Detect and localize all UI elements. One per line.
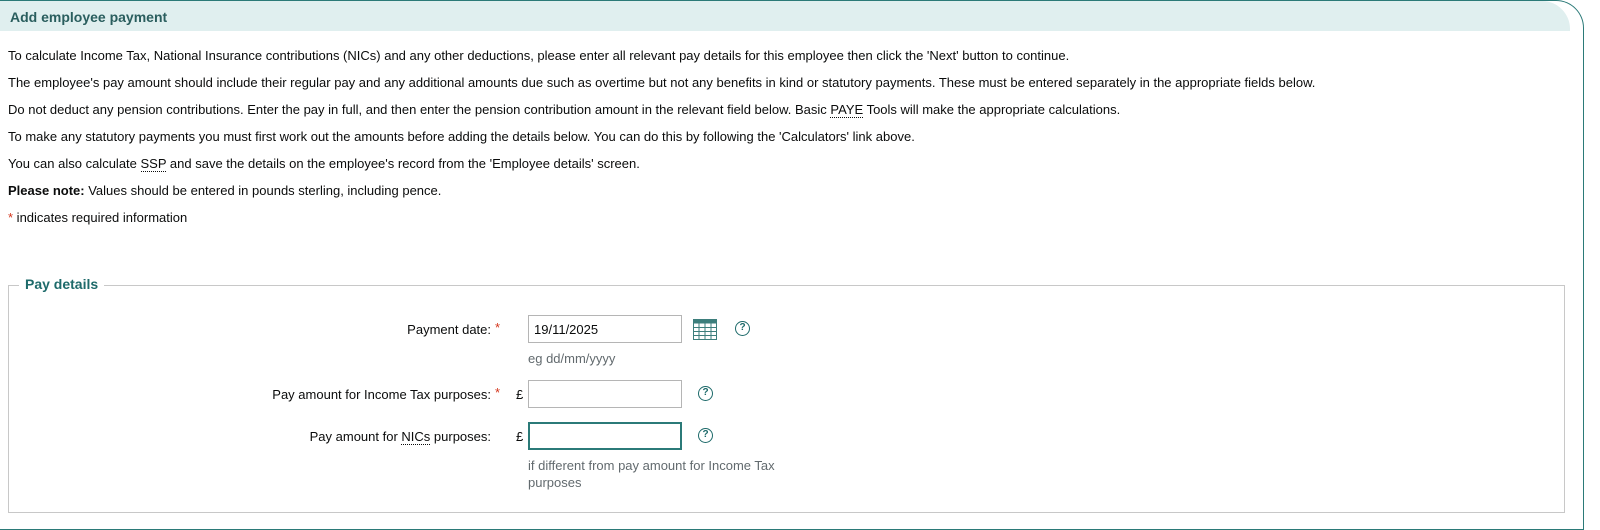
- tax-amount-required-star: *: [495, 385, 501, 400]
- required-star: *: [8, 210, 14, 225]
- intro-line: To calculate Income Tax, National Insurance contributions (NICs) and any other deductions, please enter all relevant pay details for this employee then click the 'Next' button to continue.: [8, 48, 1070, 63]
- required-info-note: * indicates required information: [8, 210, 188, 225]
- tax-amount-currency: £: [516, 387, 524, 402]
- nics-abbr: NICs: [401, 429, 431, 444]
- nics-amount-currency: £: [516, 429, 524, 444]
- panel-header: [0, 1, 1570, 31]
- nics-amount-label: Pay amount for NICs purposes:: [309, 429, 491, 444]
- please-note: Please note: Values should be entered in pounds sterling, including pence.: [8, 183, 442, 198]
- nics-amount-help-icon[interactable]: ?: [698, 428, 713, 443]
- calendar-icon[interactable]: [693, 319, 717, 343]
- tax-amount-help-icon[interactable]: ?: [698, 386, 713, 401]
- payment-date-required-star: *: [495, 320, 501, 335]
- intro-line: To make any statutory payments you must first work out the amounts before adding the details below. You can do this by following the 'Calculators' link above.: [8, 129, 915, 144]
- payment-date-input[interactable]: [528, 315, 682, 343]
- pay-details-fieldset: [8, 276, 1565, 513]
- payment-date-help-icon[interactable]: ?: [735, 321, 750, 336]
- tax-amount-input[interactable]: [528, 380, 682, 408]
- pay-details-legend: Pay details: [19, 276, 104, 292]
- paye-abbr: PAYE: [830, 102, 864, 117]
- nics-amount-input[interactable]: [528, 422, 682, 450]
- ssp-abbr: SSP: [140, 156, 167, 171]
- payment-date-label: Payment date:: [407, 322, 491, 337]
- tax-amount-label: Pay amount for Income Tax purposes:: [272, 387, 491, 402]
- panel-title: Add employee payment: [10, 9, 168, 25]
- nics-amount-hint: if different from pay amount for Income Tax purposes: [528, 458, 775, 490]
- intro-line: Do not deduct any pension contributions. Enter the pay in full, and then enter the pension contribution amount in the relevant field below. Basic PAYE Tools will make the appropriate calculations.: [8, 102, 1121, 117]
- payment-date-hint: eg dd/mm/yyyy: [528, 351, 616, 366]
- intro-line: You can also calculate SSP and save the details on the employee's record from the 'Employee details' screen.: [8, 156, 640, 171]
- intro-line: The employee's pay amount should include their regular pay and any additional amounts due such as overtime but not any benefits in kind or statutory payments. These must be entered separately in the appropriate fields below.: [8, 75, 1316, 90]
